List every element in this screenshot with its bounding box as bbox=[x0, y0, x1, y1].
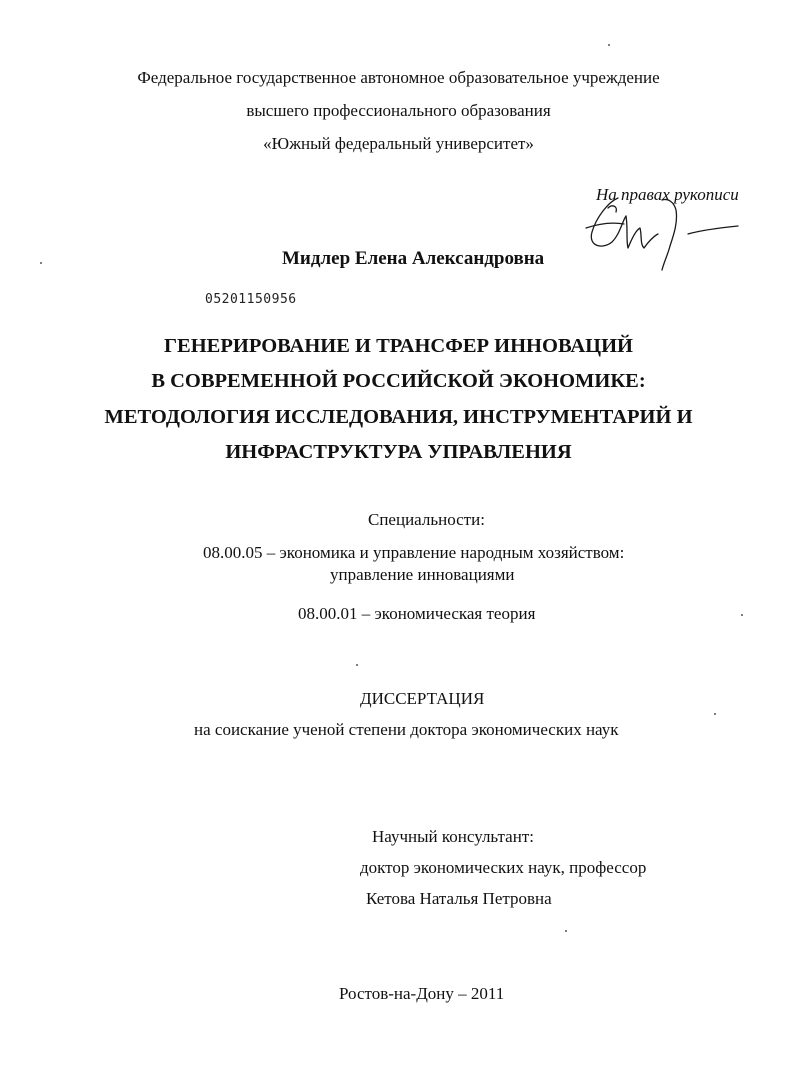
specialties-heading: Специальности: bbox=[368, 510, 485, 529]
dissertation-heading: ДИССЕРТАЦИЯ bbox=[360, 689, 485, 708]
author-name: Мидлер Елена Александровна bbox=[282, 248, 545, 269]
title-line-3: МЕТОДОЛОГИЯ ИССЛЕДОВАНИЯ, ИНСТРУМЕНТАРИЙ И bbox=[104, 406, 693, 428]
org-line-3: «Южный федеральный университет» bbox=[263, 134, 534, 153]
specialty-1-line-2: управление инновациями bbox=[330, 565, 515, 584]
consultant-degree: доктор экономических наук, профессор bbox=[360, 858, 647, 877]
scan-speck bbox=[741, 614, 743, 616]
consultant-name: Кетова Наталья Петровна bbox=[366, 889, 552, 908]
consultant-heading: Научный консультант: bbox=[372, 827, 534, 846]
scan-speck bbox=[608, 44, 610, 46]
title-line-2: В СОВРЕМЕННОЙ РОССИЙСКОЙ ЭКОНОМИКЕ: bbox=[151, 370, 646, 392]
signature-mark bbox=[578, 188, 758, 278]
org-line-2: высшего профессионального образования bbox=[246, 101, 551, 120]
title-line-4: ИНФРАСТРУКТУРА УПРАВЛЕНИЯ bbox=[225, 441, 572, 463]
org-line-1: Федеральное государственное автономное образовательное учреждение bbox=[137, 68, 660, 87]
registry-code: 05201150956 bbox=[205, 292, 297, 307]
scan-speck bbox=[356, 664, 358, 666]
scan-speck bbox=[565, 930, 567, 932]
title-line-1: ГЕНЕРИРОВАНИЕ И ТРАНСФЕР ИННОВАЦИЙ bbox=[164, 335, 633, 357]
dissertation-subtitle: на соискание ученой степени доктора экономических наук bbox=[194, 720, 619, 739]
specialty-2: 08.00.01 – экономическая теория bbox=[298, 604, 536, 623]
scan-speck bbox=[40, 262, 42, 264]
place-year: Ростов-на-Дону – 2011 bbox=[339, 984, 505, 1003]
specialty-1-line-1: 08.00.05 – экономика и управление народным хозяйством: bbox=[203, 543, 625, 562]
manuscript-note: На правах рукописи bbox=[596, 185, 739, 204]
scan-speck bbox=[714, 713, 716, 715]
